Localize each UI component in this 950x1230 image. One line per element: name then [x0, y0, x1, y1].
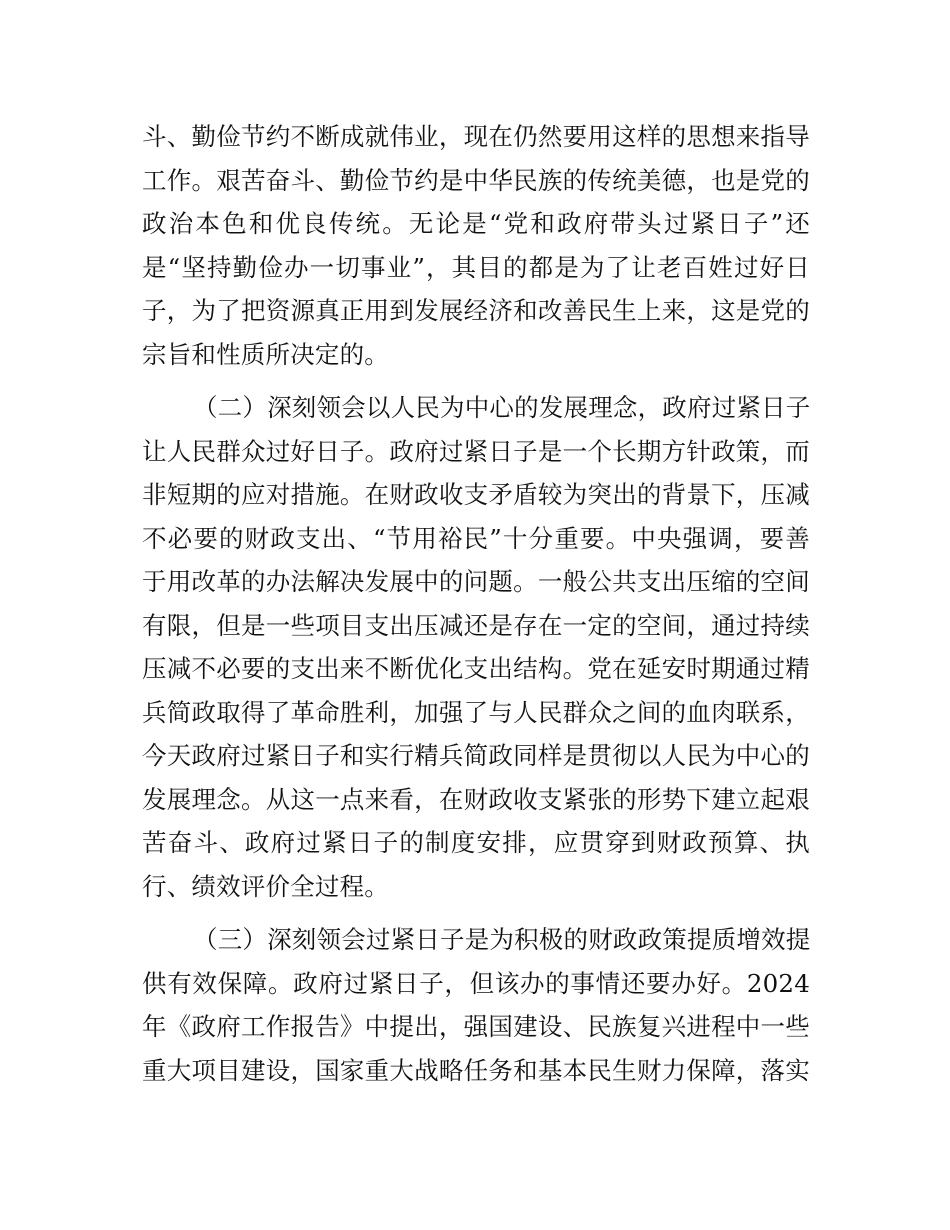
- text-line: 政治本色和优良传统。无论是“党和政府带头过紧日子”还: [142, 209, 810, 238]
- text-line: 苦奋斗、政府过紧日子的制度安排，应贯穿到财政预算、执: [142, 828, 810, 857]
- text-line: 今天政府过紧日子和实行精兵简政同样是贯彻以人民为中心的: [142, 741, 810, 770]
- text-line: 是“坚持勤俭办一切事业”，其目的都是为了让老百姓过好日: [142, 252, 810, 282]
- document-page: [142, 115, 810, 1102]
- paragraph-1: [142, 115, 810, 376]
- text-line: 非短期的应对措施。在财政收支矛盾较为突出的背景下，压减: [142, 480, 810, 509]
- text-line: 兵简政取得了革命胜利，加强了与人民群众之间的血肉联系，: [142, 697, 810, 727]
- text-line: 让人民群众过好日子。政府过紧日子是一个长期方针政策，而: [142, 436, 810, 466]
- text-line: 于用改革的办法解决发展中的问题。一般公共支出压缩的空间: [142, 567, 810, 596]
- text-line: 年《政府工作报告》中提出，强国建设、民族复兴进程中一些: [142, 1012, 810, 1041]
- paragraph-2: [142, 386, 810, 908]
- text-line: （三）深刻领会过紧日子是为积极的财政政策提质增效提: [193, 925, 811, 954]
- text-line: 压减不必要的支出来不断优化支出结构。党在延安时期通过精: [142, 654, 810, 683]
- text-line: 重大项目建设，国家重大战略任务和基本民生财力保障，落实: [142, 1055, 810, 1085]
- text-line: 工作。艰苦奋斗、勤俭节约是中华民族的传统美德，也是党的: [142, 165, 810, 195]
- text-line: 有限，但是一些项目支出压减还是存在一定的空间，通过持续: [142, 610, 810, 640]
- text-line: 子，为了把资源真正用到发展经济和改善民生上来，这是党的: [142, 296, 810, 325]
- text-line: 宗旨和性质所决定的。: [142, 339, 389, 369]
- paragraph-3: [142, 918, 810, 1092]
- text-line: 供有效保障。政府过紧日子，但该办的事情还要办好。2024: [142, 968, 810, 998]
- text-line: 行、绩效评价全过程。: [142, 871, 389, 901]
- text-line: 不必要的财政支出、“节用裕民”十分重要。中央强调，要善: [142, 523, 810, 553]
- text-line: （二）深刻领会以人民为中心的发展理念，政府过紧日子: [193, 393, 811, 422]
- text-line: 斗、勤俭节约不断成就伟业，现在仍然要用这样的思想来指导: [142, 122, 810, 151]
- text-line: 发展理念。从这一点来看，在财政收支紧张的形势下建立起艰: [142, 784, 810, 814]
